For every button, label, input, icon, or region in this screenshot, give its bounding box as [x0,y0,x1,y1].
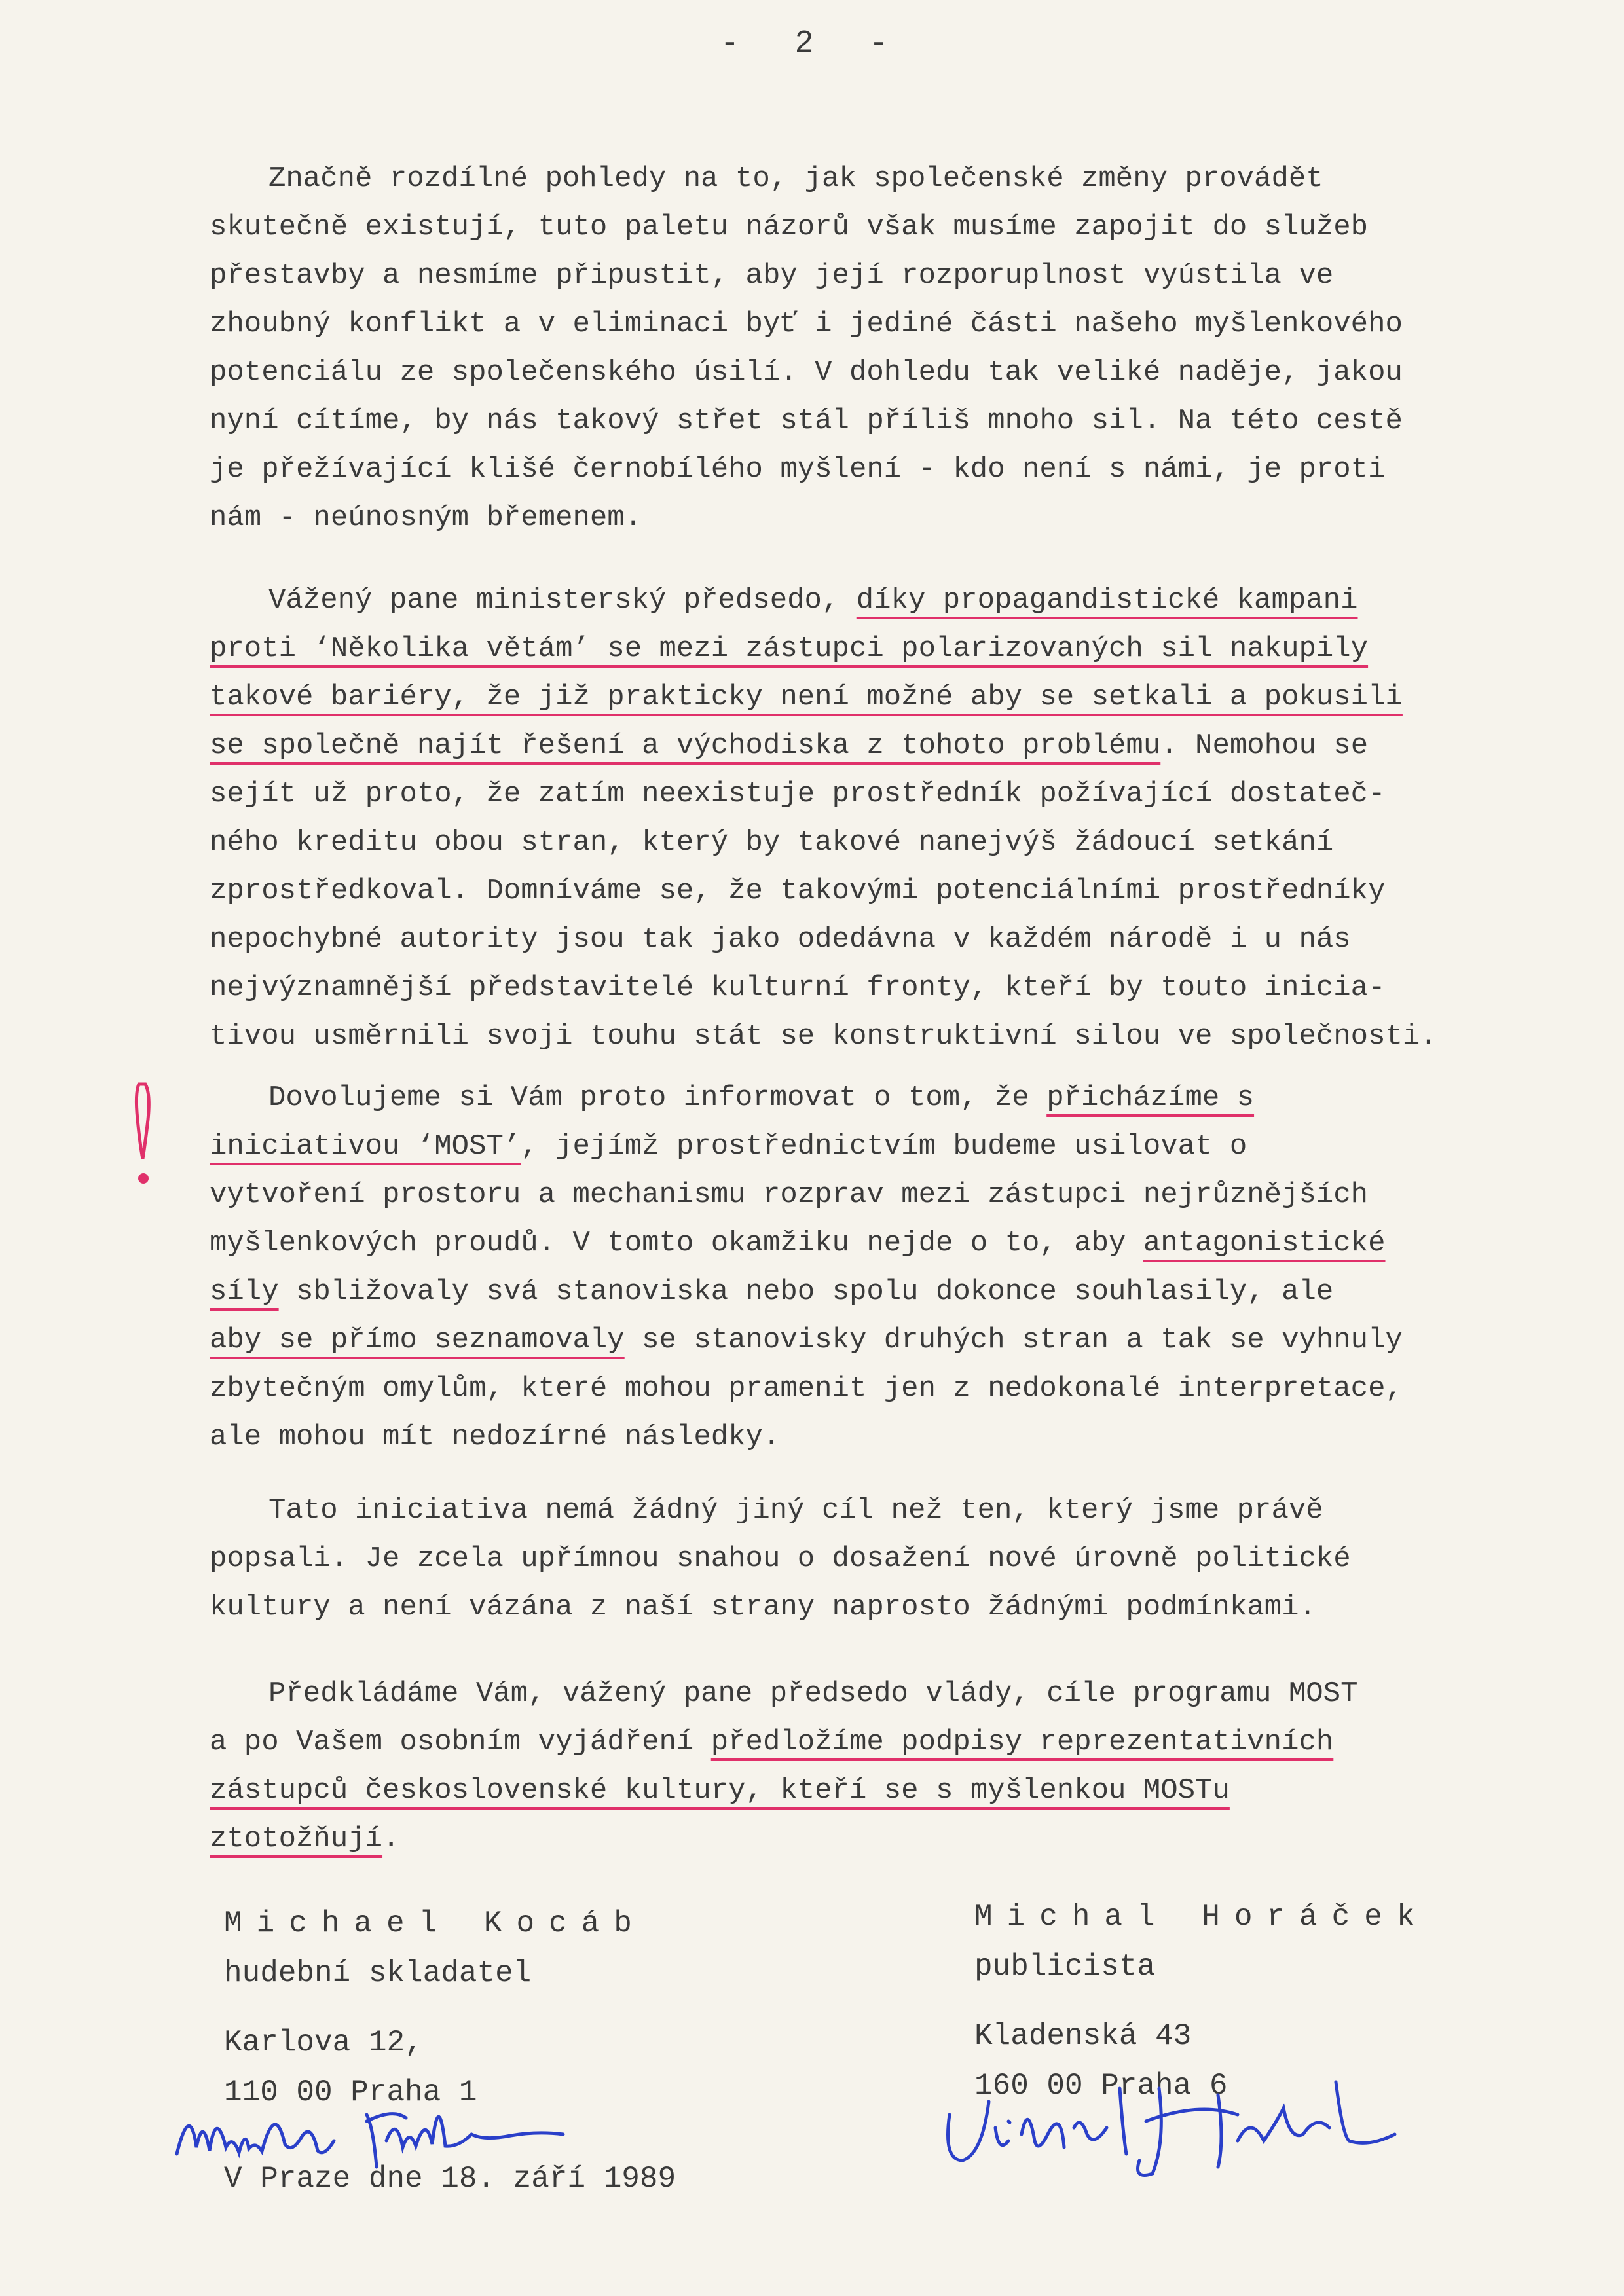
underlined-text: proti ‘Několika větám’ se mezi zástupci polarizovaných sil nakupily [210,632,1369,665]
text-segment: tivou usměrnili svoji touhu stát se konstruktivní silou ve společnosti. [210,1020,1437,1053]
underlined-text: iniciativou ‘MOST’ [210,1130,521,1163]
text-line [210,1486,1559,1535]
signatory-street: Kladenská 43 [974,2019,1192,2053]
text-segment: nejvýznamnější představitelé kulturní fronty, kteří by touto inicia- [210,972,1386,1004]
underlined-text: takové bariéry, že již prakticky není možné aby se setkali a pokusili [210,681,1403,714]
signatory-name: Michael Kocáb [224,1906,646,1941]
text-segment: kultury a není vázána z naší strany naprosto žádnými podmínkami. [210,1591,1316,1624]
text-line [210,625,1559,673]
text-line [210,1766,1559,1815]
text-segment: nám - neúnosným břemenem. [210,501,642,534]
text-line [210,1122,1559,1171]
text-line [210,1815,1559,1863]
text-line [210,770,1559,818]
text-segment: vytvoření prostoru a mechanismu rozprav mezi zástupci nejrůznějších [210,1178,1369,1211]
paragraph [210,1486,1559,1631]
underlined-text: se společně najít řešení a východiska z tohoto problému [210,729,1161,762]
text-segment: zbytečným omylům, které mohou pramenit jen z nedokonalé interpretace, [210,1372,1403,1405]
paragraph [210,1074,1559,1461]
text-line [210,915,1559,964]
text-segment: přestavby a nesmíme připustit, aby její rozporuplnost vyústila ve [210,259,1334,292]
text-segment: potenciálu ze společenského úsilí. V dohledu tak veliké naděje, jakou [210,356,1403,389]
text-line [210,1267,1559,1316]
text-segment: zprostředkoval. Domníváme se, že takovými potenciálními prostředníky [210,875,1386,907]
text-line [210,251,1559,300]
page-number: - 2 - [720,26,907,62]
text-line [210,155,1559,203]
text-segment: myšlenkových proudů. V tomto okamžiku nejde o to, aby [210,1227,1143,1260]
text-line [210,1171,1559,1219]
text-segment: Značně rozdílné pohledy na to, jak společenské změny provádět [268,162,1323,195]
text-segment: je přežívající klišé černobílého myšlení - kdo není s námi, je proti [210,453,1386,486]
text-segment: Dovolujeme si Vám proto informovat o tom, že [268,1082,1047,1114]
signatory-city: 160 00 Praha 6 [974,2069,1228,2103]
text-line [210,1669,1559,1718]
paragraph [210,1669,1559,1863]
text-segment: a po Vašem osobním vyjádření [210,1726,711,1758]
underlined-text: antagonistické [1143,1227,1386,1260]
text-line [210,203,1559,251]
text-segment: skutečně existují, tuto paletu názorů však musíme zapojit do služeb [210,211,1369,244]
text-segment: sejít už proto, že zatím neexistuje prostředník požívající dostateč- [210,778,1386,811]
text-line [210,348,1559,397]
text-segment: sbližovaly svá stanoviska nebo spolu dokonce souhlasily, ale [278,1275,1334,1308]
text-segment: zhoubný konflikt a v eliminaci byť i jediné části našeho myšlenkového [210,308,1403,340]
text-line [210,1413,1559,1461]
text-segment: Vážený pane ministerský předsedo, [268,584,857,617]
text-line [210,1535,1559,1583]
text-line [210,445,1559,494]
text-segment: se stanovisky druhých stran a tak se vyhnuly [624,1324,1403,1357]
signature-horacek [936,2062,1408,2187]
text-line [210,1012,1559,1061]
signatory-role: publicista [974,1950,1156,1984]
text-segment: , jejímž prostřednictvím budeme usilovat o [521,1130,1247,1163]
text-line [210,867,1559,915]
text-line [210,964,1559,1012]
exclamation-mark-annotation [130,1080,156,1192]
text-line [210,1364,1559,1413]
text-segment: ného kreditu obou stran, který by takové nanejvýš žádoucí setkání [210,826,1334,859]
signatory-city: 110 00 Praha 1 [224,2075,477,2109]
text-line [210,576,1559,625]
paragraph [210,155,1559,542]
text-line [210,721,1559,770]
signatory-street: Karlova 12, [224,2026,423,2060]
text-segment: nepochybné autority jsou tak jako odedávna v každém národě i u nás [210,923,1351,956]
text-segment: nyní cítíme, by nás takový střet stál příliš mnoho sil. Na této cestě [210,405,1403,437]
text-segment: . [382,1823,400,1855]
text-line [210,1583,1559,1631]
text-line [210,494,1559,542]
underlined-text: zástupců československé kultury, kteří se s myšlenkou MOSTu [210,1774,1230,1807]
text-segment: . Nemohou se [1160,729,1369,762]
text-line [210,397,1559,445]
underlined-text: síly [210,1275,279,1308]
text-segment: Předkládáme Vám, vážený pane předsedo vlády, cíle programu MOST [268,1677,1358,1710]
underlined-text: přicházíme s [1046,1082,1255,1114]
text-segment: ale mohou mít nedozírné následky. [210,1421,781,1453]
underlined-text: aby se přímo seznamovaly [210,1324,625,1357]
paragraph [210,576,1559,1061]
underlined-text: předložíme podpisy reprezentativních [710,1726,1334,1758]
text-line [210,673,1559,721]
text-line [210,1074,1559,1122]
underlined-text: díky propagandistické kampani [856,584,1358,617]
signatory-role: hudební skladatel [224,1956,532,1990]
signatory-name: Michal Horáček [974,1900,1430,1934]
text-line [210,1316,1559,1364]
date-line: V Praze dne 18. září 1989 [224,2162,676,2196]
text-line [210,300,1559,348]
text-line [210,1219,1559,1267]
text-line [210,818,1559,867]
text-segment: Tato iniciativa nemá žádný jiný cíl než ten, který jsme právě [268,1494,1323,1527]
text-line [210,1718,1559,1766]
text-segment: popsali. Je zcela upřímnou snahou o dosažení nové úrovně politické [210,1542,1351,1575]
underlined-text: ztotožňují [210,1823,383,1855]
